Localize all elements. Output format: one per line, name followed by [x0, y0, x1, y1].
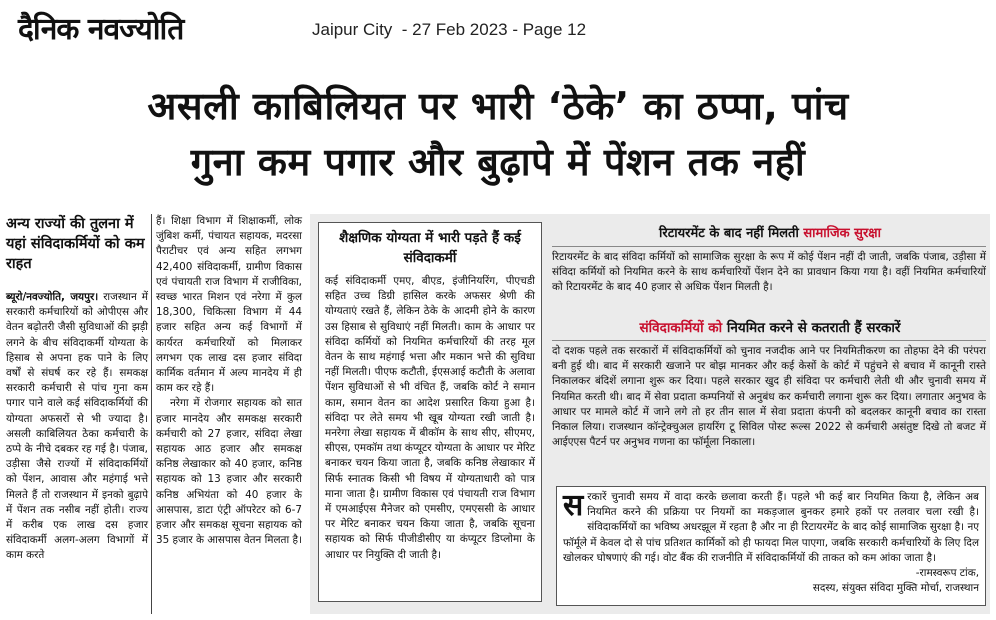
left-body-text: राजस्थान में सरकारी कर्मचारियों को ओपीएस और वेतन बढ़ोतरी जैसी सुविधाओं की झड़ी लगने के बीच संविदाकर्मी योग्यता के हिसाब से अपना हक पाने के लिए वर्षों से संघर्ष कर रहे हैं। समकक्ष सरकारी कर्मचारी से पांच गुना कम पगार पाने वाले कई संविदाकर्मियों की योग्यता अफसरों से भी ज्यादा है। असली काबिलियत ठेका कर्मचारी के ठप्पे के नीचे दबकर रह गई है। पंजाब, उड़ीसा जैसे राज्यों में संविदाकर्मियों को पेंशन, आवास और महंगाई भत्ते मिलते हैं तो राजस्थान में इनको बुढ़ापे में पेंशन तक नसीब नहीं होती। राज्य में करीब एक लाख दस हजार संविदाकर्मी अलग-अलग विभागों में काम करते [6, 291, 148, 562]
quote-signature [563, 566, 979, 596]
quote-text: रकारें चुनावी समय में वादा करके छलावा करती हैं। पहले भी कई बार नियमित किया है, लेकिन अब नियमित करने की प्रक्रिया पर नियमों का मकड़जाल बुनकर हमारे हकों पर तलवार चला रखी है। संविदाकर्मियों का भविष्य अधरझूल में रहता है और ना ही रिटायरमेंट के बाद कोई सामाजिक सुरक्षा है। नए फॉर्मूले में केवल दो से पांच प्रतिशत कार्मिकों को ही फायदा मिल पाएगा, जबकि सरकारी कर्मचारियों के लिए दिल खोलकर घोषणाएं की गई। वोट बैंक की राजनीति में संविदाकर्मियों की ताकत को कम आंका जाता है। [563, 491, 979, 564]
masthead [18, 6, 183, 50]
qualification-box [318, 222, 542, 602]
regularization-heading [552, 318, 988, 338]
middle-paragraph-2: नरेगा में रोजगार सहायक को सात हजार मानदेय और समकक्ष सरकारी कर्मचारी को 27 हजार, संविदा लेखा सहायक आठ हजार और समकक्ष कनिष्ठ लेखाकार को 40 हजार, कनिष्ठ सहायक को 13 हजार और सरकारी कनिष्ठ अभियंता को 40 हजार के आसपास, डाटा एंट्री ऑपरेटर को 6-7 हजार और समकक्ष सूचना सहायक को 35 हजार के आसपास वेतन मिलता है। [156, 397, 302, 547]
qualification-body: कई संविदाकर्मी एमए, बीएड, इंजीनियरिंग, पीएचडी सहित उच्च डिग्री हासिल करके अफसर श्रेणी की योग्यताएं रखते हैं, लेकिन ठेके के आदमी होने के कारण उस हिसाब से सुविधाएं नहीं मिलती। काम के आधार पर संविदा कर्मियों को नियमित कर्मचारियों की तरह मूल वेतन के साथ महंगाई भत्ता और मकान भत्ते की सुविधा नहीं मिलती। पीएफ कटौती, ईएसआई कटौती के अलावा पेंशन सुविधाओं से भी वंचित हैं, जबकि कोर्ट ने समान काम, समान वेतन का आदेश प्रसारित किया हुआ है। संविदा पर लेते समय भी खूब योग्यता रखी जाती है। मनरेगा लेखा सहायक में बीकॉम के साथ सीए, सीएमए, सीएस, एमकॉम तथा कंप्यूटर योग्यता के आधार पर मेरिट बनाकर चयन किया जाता है, जबकि कनिष्ठ लेखाकार में सिर्फ स्नातक किसी भी विषय में योग्यताधारी को पात्र माना जाता है। ग्रामीण विकास एवं पंचायती राज विभाग में एमआईएस मैनेजर को एमसीए, एमएससी के आधार पर मेरिट बनाकर चयन किया जाता है, जबकि सूचना सहायक को सिर्फ पीजीडीसीए या कंप्यूटर डिप्लोमा के आधार पर नियुक्ति दी जाती है। [325, 275, 535, 561]
main-headline [0, 78, 996, 190]
headline-line-1: असली काबिलियत पर भारी ‘ठेके’ का ठप्पा, पांच [147, 84, 849, 128]
left-body [6, 290, 148, 564]
retirement-body: रिटायरमेंट के बाद संविदा कर्मियों को सामाजिक सुरक्षा के रूप में कोई पेंशन नहीं दी जाती, जबकि पंजाब, उड़ीसा में संविदा कर्मियों को नियमित करने के साथ कर्मचारियों पेंशन देने का प्रावधान किया गया है। वहीं नियमित कर्मचारियों को रिटायरमेंट के बाद 40 हजार से अधिक पेंशन मिलती है। [552, 251, 986, 294]
regularization-heading-highlight: संविदाकर्मियों को [639, 320, 723, 336]
newspaper-logo: दैनिक नवज्योति [18, 12, 184, 47]
quote-author: -रामस्वरूप टांक, [915, 567, 979, 580]
left-subheading: अन्य राज्यों की तुलना में यहां संविदाकर्मियों को कम राहत [6, 216, 145, 272]
retirement-heading-highlight: सामाजिक सुरक्षा [803, 226, 881, 241]
qualification-heading: शैक्षणिक योग्यता में भारी पड़ते हैं कई संविदाकर्मी [339, 230, 521, 266]
quote-dropcap: स [563, 488, 584, 523]
headline-line-2: गुना कम पगार और बुढ़ापे में पेंशन तक नहीं [190, 140, 806, 184]
retirement-heading [552, 224, 988, 244]
middle-paragraph-1: हैं। शिक्षा विभाग में शिक्षाकर्मी, लोक जुंबिश कर्मी, पंचायत सहायक, मदरसा पैराटीचर एवं अन्य सहित लगभग 42,400 संविदाकर्मी, ग्रामीण विकास एवं पंचायती राज विभाग में राजीविका, स्वच्छ भारत मिशन एवं नरेगा में कुल 18,300, चिकित्सा विभाग में 44 हजार सहित अन्य कई विभागों में कार्यरत कर्मचारियों को मिलाकर लगभग एक लाख दस हजार संविदा कार्मिक वर्तमान में अल्प मानदेय में ही काम कर रहे हैं। [156, 215, 302, 395]
divider [552, 246, 986, 247]
regularization-body: दो दशक पहले तक सरकारों में संविदाकर्मियों को चुनाव नजदीक आने पर नियमितीकरण का तोहफा देने की परंपरा बनी हुई थी। बाद में सरकारी खजाने पर बोझ मानकर और कई केसों के कोर्ट में पहुंचने से बचाव में कानूनी रास्ते निकालकर बंदिशें लगाना शुरू कर दिया। पहले सरकार खुद ही संविदा पर कर्मचारी लेती थी और चुनावी समय में नियमित करती थी। बाद में सेवा प्रदाता कम्पनियों से अनुबंध कर कर्मचारी लगाना शुरू कर दिया। लगातार अनुभव के आधार पर मामले कोर्ट में जाने लगे तो हर तीन साल में सेवा प्रदाता कंपनी को बदलकर कानूनी बचाव का रास्ता निकाल लिया। राजस्थान कॉन्ट्रेक्चुअल हायरिंग टू सिविल पोस्ट रूल्स 2022 से कर्मचारी असंतुष्ट दिखे तो बजट में आईएएस पैटर्न पर अनुभव गणना का फॉर्मूला निकाला। [552, 345, 986, 449]
regularization-heading-text: नियमित करने से कतराती हैं सरकारें [722, 320, 901, 336]
middle-column [156, 214, 302, 548]
retirement-heading-text: रिटायरमेंट के बाद नहीं मिलती [659, 226, 804, 241]
quote-box [556, 486, 986, 606]
quote-body [563, 490, 979, 566]
quote-designation: सदस्य, संयुक्त संविदा मुक्ति मोर्चा, राजस्थान [812, 582, 979, 595]
left-column [6, 214, 148, 564]
column-divider [151, 214, 152, 614]
divider [552, 340, 986, 341]
byline: ब्यूरो/नवज्योति, जयपुर। [6, 291, 99, 303]
edition-line: Jaipur City - 27 Feb 2023 - Page 12 [312, 20, 587, 39]
